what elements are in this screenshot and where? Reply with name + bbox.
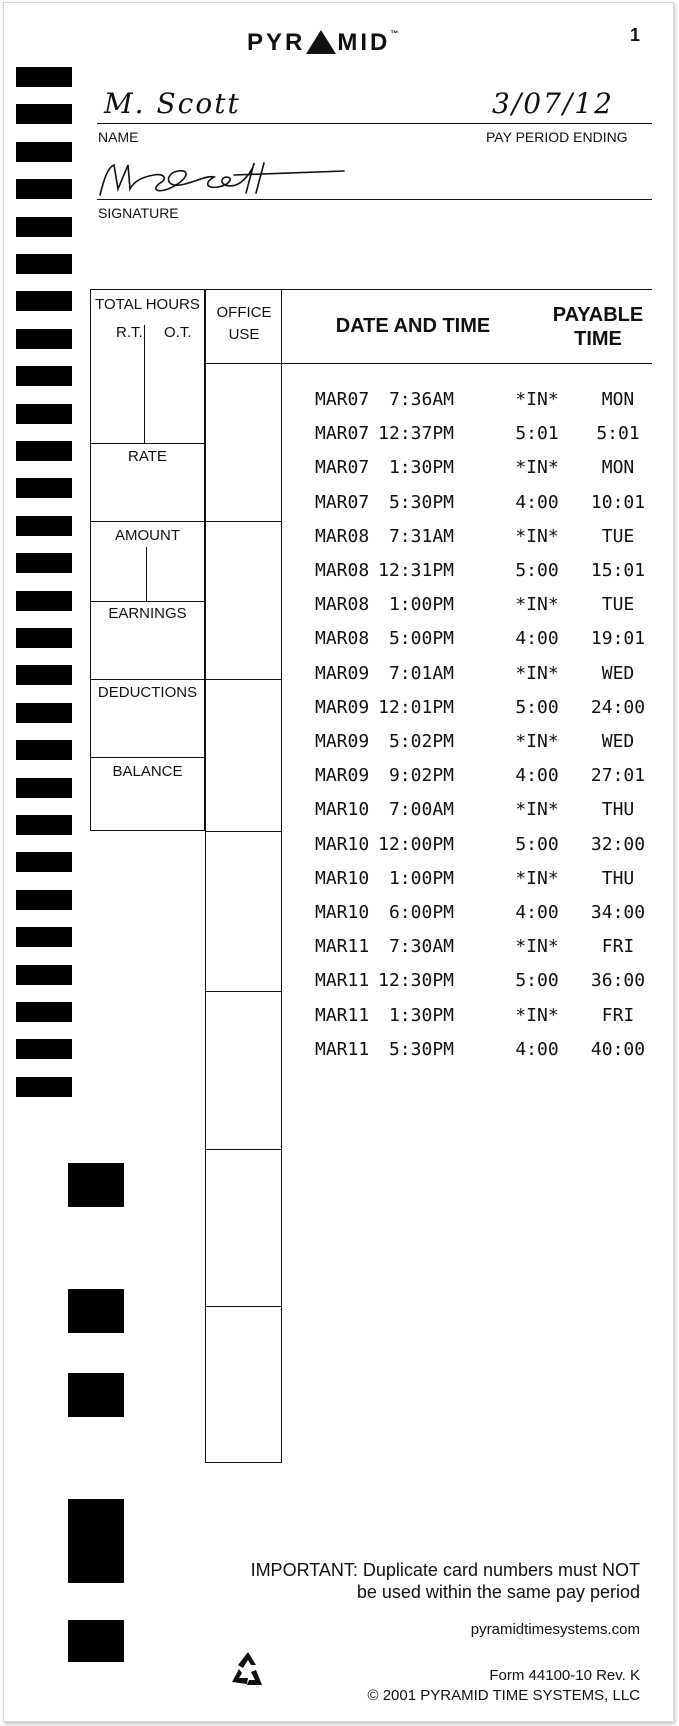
header-bottom-line xyxy=(205,363,652,364)
punch-payable: 40:00 xyxy=(590,1038,646,1060)
punch-amount: *IN* xyxy=(515,594,559,616)
punch-time: 1:00PM xyxy=(388,867,454,889)
punch-row xyxy=(300,423,660,457)
punch-time: 12:30PM xyxy=(378,970,454,992)
punch-date: MAR11 xyxy=(315,970,370,992)
punch-amount: *IN* xyxy=(515,1004,559,1026)
punch-amount: *IN* xyxy=(515,731,559,752)
binder-mark xyxy=(16,1077,72,1097)
punch-row xyxy=(300,389,660,423)
punch-row xyxy=(300,765,660,799)
punch-time: 12:01PM xyxy=(378,696,454,718)
binder-mark xyxy=(16,740,72,760)
punch-date: MAR07 xyxy=(315,423,370,445)
punch-amount: *IN* xyxy=(515,799,559,821)
punch-amount: 5:00 xyxy=(515,560,559,581)
binder-mark xyxy=(16,665,72,685)
balance-label: BALANCE xyxy=(112,763,183,780)
signature-image xyxy=(94,159,354,203)
punch-date: MAR08 xyxy=(315,628,370,650)
punch-time: 5:00PM xyxy=(388,628,454,650)
punch-amount: *IN* xyxy=(515,389,559,410)
form-number: Form 44100-10 Rev. K xyxy=(489,1667,640,1684)
punch-row xyxy=(300,457,660,491)
punch-date: MAR10 xyxy=(315,799,370,821)
punch-amount: *IN* xyxy=(515,457,559,479)
punch-date: MAR09 xyxy=(315,696,370,718)
punch-row xyxy=(300,697,660,731)
binder-mark xyxy=(16,67,72,87)
punch-row xyxy=(300,970,660,1004)
punch-payable: MON xyxy=(601,457,635,479)
office-use-label-1: OFFICE xyxy=(216,304,272,321)
punch-row xyxy=(300,492,660,526)
punch-payable: TUE xyxy=(601,594,635,616)
name-label: NAME xyxy=(98,129,139,145)
punch-date: MAR07 xyxy=(315,457,370,479)
punch-time: 7:30AM xyxy=(388,936,454,958)
punch-payable: 19:01 xyxy=(590,628,646,650)
binder-mark xyxy=(16,1002,72,1022)
payable-header-1: PAYABLE xyxy=(552,304,644,326)
office-use-left-line xyxy=(205,289,206,1463)
logo-text-right: MID xyxy=(337,29,391,56)
punch-row xyxy=(300,628,660,662)
punch-amount: *IN* xyxy=(515,867,559,889)
punch-payable: THU xyxy=(601,867,635,889)
pyramid-logo xyxy=(247,29,398,57)
pyramid-triangle-icon xyxy=(306,30,336,54)
punch-date: MAR08 xyxy=(315,594,370,616)
binder-mark xyxy=(16,852,72,872)
punch-date: MAR09 xyxy=(315,662,370,684)
signature-label: SIGNATURE xyxy=(98,205,179,221)
binder-mark xyxy=(68,1373,124,1417)
punch-row xyxy=(300,560,660,594)
binder-mark xyxy=(16,329,72,349)
copyright: © 2001 PYRAMID TIME SYSTEMS, LLC xyxy=(367,1687,640,1704)
punch-payable: WED xyxy=(601,731,635,752)
punch-amount: 5:01 xyxy=(515,423,559,445)
punch-row xyxy=(300,834,660,868)
summary-box xyxy=(90,289,205,831)
punch-amount: 5:00 xyxy=(515,970,559,992)
punch-time: 7:00AM xyxy=(388,799,454,821)
binder-mark xyxy=(16,1039,72,1059)
important-line-2: be used within the same pay period xyxy=(356,1582,640,1602)
binder-mark xyxy=(16,217,72,237)
office-use-right-line xyxy=(281,289,282,1463)
punch-payable: 24:00 xyxy=(590,696,646,718)
important-line-1: IMPORTANT: Duplicate card numbers must NOT xyxy=(250,1560,640,1580)
punch-amount: 4:00 xyxy=(515,1038,559,1060)
rate-divider xyxy=(90,443,205,444)
binder-mark xyxy=(16,591,72,611)
punch-payable: FRI xyxy=(601,1004,635,1026)
punch-payable: 34:00 xyxy=(590,902,646,923)
website: pyramidtimesystems.com xyxy=(470,1621,640,1638)
office-use-label-2: USE xyxy=(228,326,260,343)
punch-time: 9:02PM xyxy=(388,765,454,787)
punch-date: MAR11 xyxy=(315,1038,370,1060)
office-use-divider-4 xyxy=(205,991,282,992)
punch-date: MAR10 xyxy=(315,867,370,889)
punch-row xyxy=(300,594,660,628)
rt-label: R.T. xyxy=(116,324,143,341)
binder-mark xyxy=(16,404,72,424)
punch-time: 6:00PM xyxy=(388,902,454,923)
binder-mark xyxy=(16,291,72,311)
punch-row xyxy=(300,868,660,902)
binder-mark xyxy=(16,516,72,536)
punch-time: 5:02PM xyxy=(388,731,454,752)
amount-earnings-divider xyxy=(146,547,147,601)
punch-payable: 15:01 xyxy=(590,560,646,581)
punch-amount: 4:00 xyxy=(515,902,559,923)
punch-payable: TUE xyxy=(601,525,635,547)
amount-label: AMOUNT xyxy=(115,527,180,544)
balance-divider xyxy=(90,757,205,758)
rate-label: RATE xyxy=(128,448,167,465)
binder-mark xyxy=(16,965,72,985)
signature-line xyxy=(97,199,652,200)
punch-time: 12:00PM xyxy=(378,833,454,855)
deductions-divider xyxy=(90,679,205,680)
card-number: 1 xyxy=(630,25,641,45)
punch-row xyxy=(300,1039,660,1073)
punch-row xyxy=(300,799,660,833)
binder-mark xyxy=(16,890,72,910)
punch-row xyxy=(300,663,660,697)
punch-payable: THU xyxy=(601,799,635,821)
punch-payable: WED xyxy=(601,662,635,684)
office-use-divider-5 xyxy=(205,1149,282,1150)
office-use-divider-3 xyxy=(205,831,282,832)
deductions-label: DEDUCTIONS xyxy=(97,684,198,701)
binder-mark xyxy=(16,553,72,573)
logo-trademark: ™ xyxy=(390,29,399,38)
important-notice xyxy=(124,1559,640,1603)
punch-amount: *IN* xyxy=(515,936,559,958)
punch-payable: 36:00 xyxy=(590,970,646,992)
time-card xyxy=(3,2,674,1722)
punch-payable: 27:01 xyxy=(590,765,646,787)
earnings-label: EARNINGS xyxy=(108,605,187,622)
punch-amount: 4:00 xyxy=(515,491,559,513)
employee-name: M. Scott xyxy=(104,87,241,120)
binder-mark xyxy=(68,1620,124,1662)
punch-date: MAR07 xyxy=(315,491,370,513)
binder-mark xyxy=(16,441,72,461)
binder-mark xyxy=(68,1163,124,1207)
binder-mark xyxy=(16,927,72,947)
punch-time: 1:00PM xyxy=(388,594,454,616)
binder-mark xyxy=(16,254,72,274)
binder-mark xyxy=(16,703,72,723)
punch-time: 5:30PM xyxy=(388,1038,454,1060)
pay-period-value: 3/07/12 xyxy=(492,87,614,120)
punch-payable: MON xyxy=(601,389,635,410)
punch-amount: 5:00 xyxy=(515,696,559,718)
binder-mark xyxy=(16,778,72,798)
punch-amount: *IN* xyxy=(515,525,559,547)
earnings-divider xyxy=(90,601,205,602)
payable-header-2: TIME xyxy=(574,328,622,350)
punch-row xyxy=(300,526,660,560)
logo-text-left: PYR xyxy=(247,29,306,56)
binder-mark xyxy=(16,815,72,835)
punch-amount: 5:00 xyxy=(515,833,559,855)
punch-row xyxy=(300,936,660,970)
binder-mark xyxy=(68,1499,124,1583)
binder-mark xyxy=(68,1289,124,1333)
office-use-divider-6 xyxy=(205,1306,282,1307)
punch-time: 7:36AM xyxy=(388,389,454,410)
punch-date: MAR11 xyxy=(315,936,370,958)
ot-label: O.T. xyxy=(164,324,192,341)
punch-payable: FRI xyxy=(601,936,635,958)
punch-time: 7:31AM xyxy=(388,525,454,547)
punch-date: MAR11 xyxy=(315,1004,370,1026)
punch-time: 7:01AM xyxy=(388,662,454,684)
pay-period-label: PAY PERIOD ENDING xyxy=(486,129,628,145)
punch-time: 5:30PM xyxy=(388,491,454,513)
header-top-line xyxy=(205,289,652,290)
punch-time: 1:30PM xyxy=(388,1004,454,1026)
total-hours-label: TOTAL HOURS xyxy=(95,296,200,313)
punch-time: 12:31PM xyxy=(378,560,454,581)
binder-mark xyxy=(16,179,72,199)
office-use-bottom-line xyxy=(205,1462,282,1463)
name-line xyxy=(97,123,652,124)
binder-mark xyxy=(16,142,72,162)
punch-row xyxy=(300,902,660,936)
punch-date: MAR10 xyxy=(315,833,370,855)
punch-date: MAR10 xyxy=(315,902,370,923)
punch-date: MAR09 xyxy=(315,731,370,752)
office-use-divider-2 xyxy=(205,679,282,680)
punch-row xyxy=(300,1005,660,1039)
recycle-icon xyxy=(226,1649,270,1691)
binder-mark xyxy=(16,366,72,386)
binder-mark xyxy=(16,628,72,648)
punch-amount: 4:00 xyxy=(515,628,559,650)
punch-time: 1:30PM xyxy=(388,457,454,479)
punch-payable: 10:01 xyxy=(590,491,646,513)
punch-amount: *IN* xyxy=(515,662,559,684)
punch-time: 12:37PM xyxy=(378,423,454,445)
punch-date: MAR07 xyxy=(315,389,370,410)
punch-payable: 5:01 xyxy=(596,423,640,445)
rt-ot-divider xyxy=(144,325,145,443)
punch-amount: 4:00 xyxy=(515,765,559,787)
office-use-divider-1 xyxy=(205,521,282,522)
date-time-header: DATE AND TIME xyxy=(335,315,491,337)
punch-date: MAR08 xyxy=(315,525,370,547)
binder-mark xyxy=(16,104,72,124)
payable-time-header xyxy=(544,303,652,351)
amount-divider xyxy=(90,521,205,522)
punch-date: MAR08 xyxy=(315,560,370,581)
punch-row xyxy=(300,731,660,765)
punch-date: MAR09 xyxy=(315,765,370,787)
punch-payable: 32:00 xyxy=(590,833,646,855)
binder-mark xyxy=(16,478,72,498)
